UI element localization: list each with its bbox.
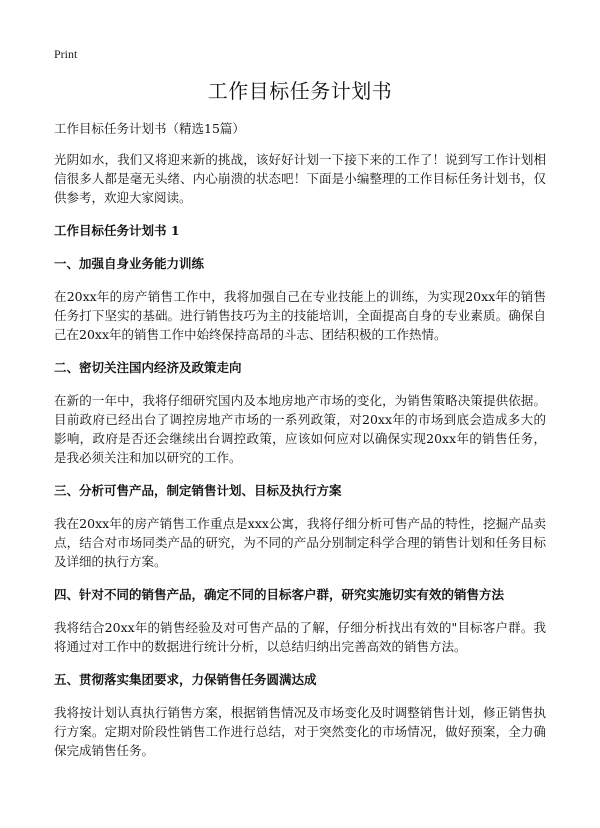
section-title: 四、针对不同的销售产品，确定不同的目标客户群，研究实施切实有效的销售方法 xyxy=(54,587,505,602)
section-title: 三、分析可售产品，制定销售计划、目标及执行方案 xyxy=(54,483,342,498)
section-3 xyxy=(54,481,546,571)
section-title: 二、密切关注国内经济及政策走向 xyxy=(54,360,242,375)
section-1 xyxy=(54,254,546,344)
document-subtitle: 工作目标任务计划书（精选15篇） xyxy=(54,121,245,136)
section-body: 我将结合20xx年的销售经验及对可售产品的了解，仔细分析找出有效的"目标客户群。我将通过对工作中的数据进行统计分析，以总结归纳出完善高效的销售方法。 xyxy=(54,620,546,654)
intro-paragraph: 光阴如水，我们又将迎来新的挑战，该好好计划一下接下来的工作了！说到写工作计划相信很多人都是毫无头绪、内心崩溃的状态吧！下面是小编整理的工作目标任务计划书，仅供参考，欢迎大家阅读。 xyxy=(54,152,546,205)
section-body: 我在20xx年的房产销售工作重点是xxx公寓，我将仔细分析可售产品的特性，挖掘产品卖点，结合对市场同类产品的研究，为不同的产品分别制定科学合理的销售计划和任务目标及详细的执行方案。 xyxy=(54,516,546,569)
section-title: 一、加强自身业务能力训练 xyxy=(54,256,205,271)
section-2 xyxy=(54,358,546,467)
print-link[interactable]: Print xyxy=(54,47,78,61)
document-title: 工作目标任务计划书 xyxy=(207,79,393,103)
section-4 xyxy=(54,585,546,656)
section-body: 在新的一年中，我将仔细研究国内及本地房地产市场的变化，为销售策略决策提供依据。目前政府已经出台了调控房地产市场的一系列政策，对20xx年的市场到底会造成多大的影响，政府是否还会继续出台调控政策，应该如何应对以确保实现20xx年的销售任务，是我必须关注和加以研究的工作。 xyxy=(54,393,546,465)
section-body: 在20xx年的房产销售工作中，我将加强自己在专业技能上的训练，为实现20xx年的销售任务打下坚实的基础。进行销售技巧为主的技能培训，全面提高自身的专业素质。确保自己在20xx年的销售工作中始终保持高昂的斗志、团结积极的工作热情。 xyxy=(54,289,546,342)
section-5 xyxy=(54,670,546,760)
article-heading: 工作目标任务计划书 1 xyxy=(54,223,180,238)
section-title: 五、贯彻落实集团要求，力保销售任务圆满达成 xyxy=(54,672,317,687)
section-body: 我将按计划认真执行销售方案，根据销售情况及市场变化及时调整销售计划，修正销售执行方案。定期对阶段性销售工作进行总结，对于突然变化的市场情况，做好预案，全力确保完成销售任务。 xyxy=(54,705,546,758)
